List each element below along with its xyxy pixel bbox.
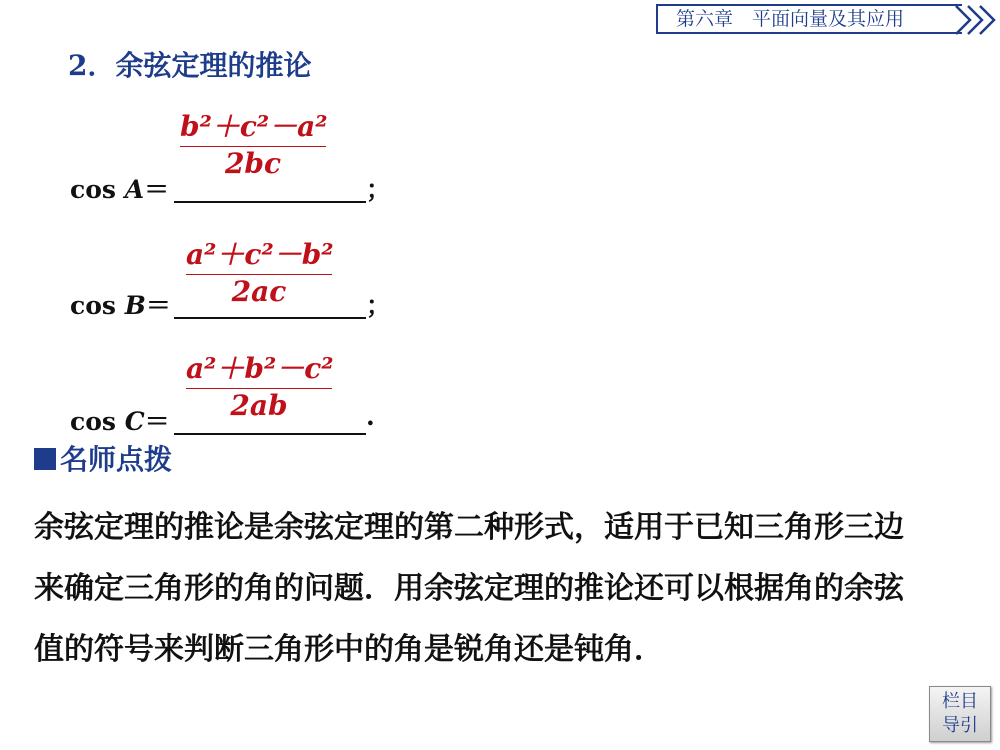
tip-paragraph	[34, 497, 974, 680]
paragraph-line: 余弦定理的推论是余弦定理的第二种形式，适用于已知三角形三边	[34, 510, 904, 545]
chevron-right-icon	[954, 2, 998, 38]
answer-fraction-b	[186, 238, 332, 309]
chapter-label: 第六章 平面向量及其应用	[676, 8, 905, 30]
denominator: 2bc	[224, 147, 282, 180]
nav-label-line: 栏目	[942, 691, 978, 712]
formula-lhs: cos A＝	[70, 175, 170, 204]
answer-fraction-a	[180, 110, 326, 181]
formula-tail: ；	[366, 291, 392, 320]
section-title: 2．余弦定理的推论	[68, 49, 312, 82]
denominator: 2ac	[231, 275, 287, 308]
numerator: b²＋c²－a²	[180, 110, 328, 143]
section-nav-button[interactable]	[929, 686, 991, 742]
denominator: 2ab	[230, 389, 288, 422]
formula-tail: .	[366, 402, 375, 431]
tip-heading: 名师点拨	[34, 438, 172, 478]
paragraph-line: 来确定三角形的角的问题．用余弦定理的推论还可以根据角的余弦	[34, 571, 904, 606]
formula-lhs: cos C＝	[70, 407, 170, 436]
chapter-banner	[656, 4, 962, 34]
paragraph-line: 值的符号来判断三角形中的角是锐角还是钝角．	[34, 632, 664, 667]
numerator: a²＋c²－b²	[186, 238, 334, 271]
answer-blank	[174, 201, 366, 203]
numerator: a²＋b²－c²	[186, 352, 334, 385]
square-bullet-icon	[34, 448, 56, 470]
formula-lhs: cos B＝	[70, 291, 171, 320]
answer-fraction-c	[186, 352, 332, 423]
nav-label-line: 导引	[942, 715, 978, 736]
answer-blank	[174, 317, 366, 319]
formula-tail: ；	[366, 175, 392, 204]
answer-blank	[174, 433, 366, 435]
